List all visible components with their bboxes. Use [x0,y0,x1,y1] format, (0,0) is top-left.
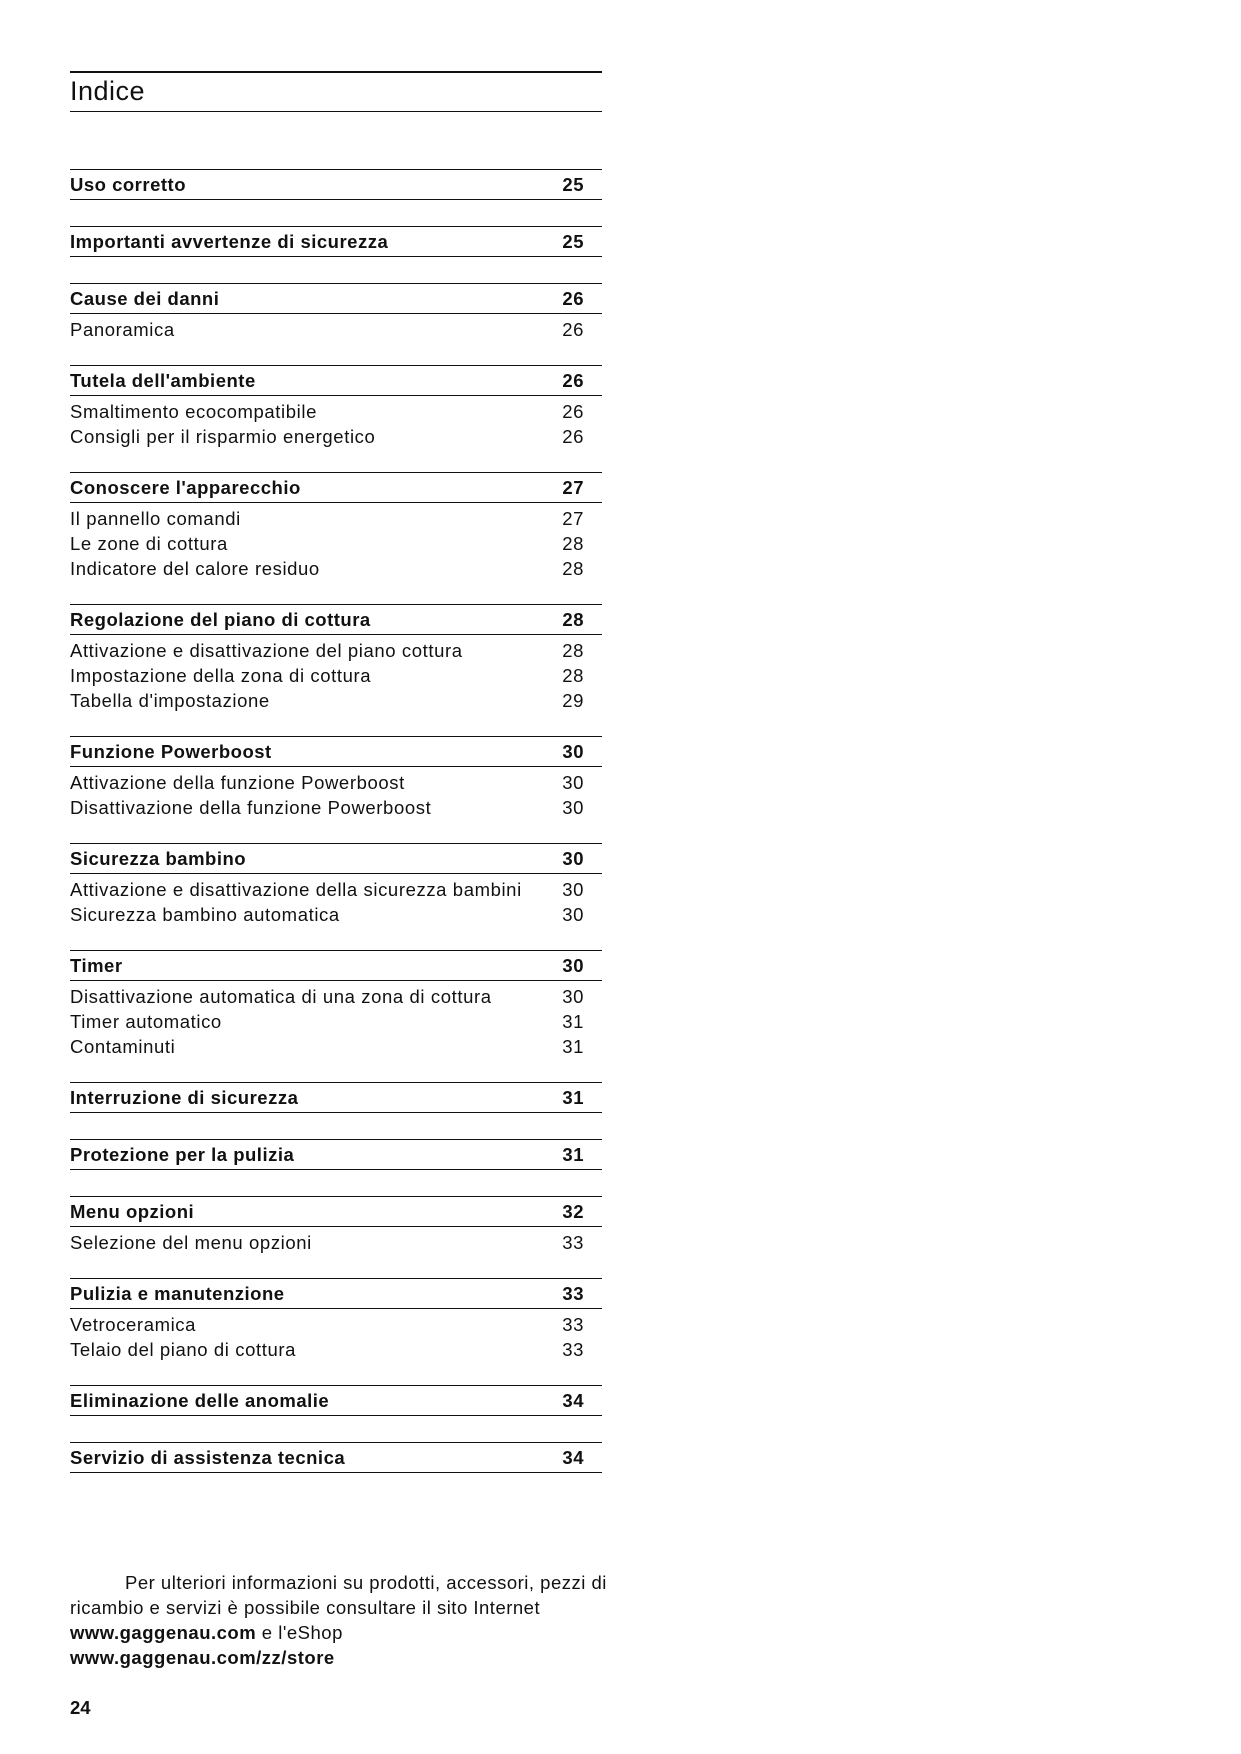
toc-section [70,1082,602,1139]
toc-entry[interactable] [70,1337,602,1362]
toc-section-heading[interactable] [70,283,602,314]
toc-entry[interactable] [70,317,602,342]
toc-section-heading[interactable] [70,169,602,200]
toc-entry-page: 26 [562,426,584,447]
toc-section-page: 31 [562,1087,584,1108]
toc-section-title: Importanti avvertenze di sicurezza [70,231,389,252]
toc-section-page: 25 [562,174,584,195]
toc-section-page: 30 [562,955,584,976]
toc-entry[interactable] [70,399,602,424]
toc-section-heading[interactable] [70,1278,602,1309]
toc-entry-page: 28 [562,558,584,579]
toc-entry-title: Timer automatico [70,1011,222,1032]
toc-entry-title: Indicatore del calore residuo [70,558,320,579]
toc-entry-title: Attivazione e disattivazione del piano cottura [70,640,463,661]
toc-section-page: 27 [562,477,584,498]
toc-section-title: Eliminazione delle anomalie [70,1390,330,1411]
toc-section-heading[interactable] [70,604,602,635]
toc-entry[interactable] [70,556,602,581]
toc-entry-page: 30 [562,879,584,900]
toc-section [70,1442,602,1499]
eshop-link[interactable]: www.gaggenau.com/zz/store [70,1647,335,1668]
toc-entry[interactable] [70,1230,602,1255]
toc-entry-page: 26 [562,401,584,422]
toc-entry-title: Disattivazione della funzione Powerboost [70,797,432,818]
toc-section [70,736,602,843]
toc-section [70,1196,602,1278]
toc-section-page: 26 [562,370,584,391]
footer-text-1: Per ulteriori informazioni su prodotti, accessori, pezzi di ricambio e servizi è possibile consultare il sito Internet [70,1572,607,1618]
page-title-block [70,71,602,112]
toc-entry-page: 33 [562,1339,584,1360]
toc-entry-title: Selezione del menu opzioni [70,1232,312,1253]
toc-entry-page: 30 [562,797,584,818]
toc-section-page: 32 [562,1201,584,1222]
toc-section-title: Funzione Powerboost [70,741,272,762]
toc-section-page: 30 [562,848,584,869]
toc-entry[interactable] [70,663,602,688]
toc-entry-page: 28 [562,665,584,686]
toc-section-page: 34 [562,1390,584,1411]
toc-entry[interactable] [70,984,602,1009]
toc-section-title: Servizio di assistenza tecnica [70,1447,346,1468]
toc-entry-page: 33 [562,1232,584,1253]
toc-entry[interactable] [70,531,602,556]
toc-entry[interactable] [70,506,602,531]
toc-entry-page: 30 [562,986,584,1007]
toc-section-page: 26 [562,288,584,309]
toc-section-title: Protezione per la pulizia [70,1144,295,1165]
toc-entry[interactable] [70,770,602,795]
toc-entry-page: 27 [562,508,584,529]
toc-section [70,1139,602,1196]
toc-entry-title: Le zone di cottura [70,533,228,554]
toc-section-title: Cause dei danni [70,288,220,309]
toc-section-heading[interactable] [70,365,602,396]
toc-section-heading[interactable] [70,1082,602,1113]
toc-section-title: Tutela dell'ambiente [70,370,256,391]
toc-section-heading[interactable] [70,1385,602,1416]
toc-section-heading[interactable] [70,736,602,767]
toc-entry-page: 31 [562,1036,584,1057]
footer-text-2: e l'eShop [256,1622,343,1643]
toc-section-title: Conoscere l'apparecchio [70,477,301,498]
toc-section-heading[interactable] [70,472,602,503]
toc-entry-page: 29 [562,690,584,711]
toc-entry[interactable] [70,638,602,663]
toc-section-title: Menu opzioni [70,1201,195,1222]
toc-entry[interactable] [70,688,602,713]
toc-section-heading[interactable] [70,1139,602,1170]
toc-entry-title: Panoramica [70,319,175,340]
toc-entry-page: 28 [562,533,584,554]
toc-section [70,283,602,365]
page-title: Indice [70,76,146,106]
toc-section [70,365,602,472]
toc-entry-title: Attivazione della funzione Powerboost [70,772,405,793]
toc-section-title: Pulizia e manutenzione [70,1283,285,1304]
toc-entry-page: 31 [562,1011,584,1032]
toc-section [70,169,602,226]
toc-section [70,604,602,736]
toc-section-title: Regolazione del piano di cottura [70,609,371,630]
toc-section [70,843,602,950]
toc-section-heading[interactable] [70,950,602,981]
toc-section-page: 28 [562,609,584,630]
toc-section-heading[interactable] [70,843,602,874]
toc-entry-page: 33 [562,1314,584,1335]
toc-entry-title: Contaminuti [70,1036,176,1057]
table-of-contents [70,169,602,1499]
toc-entry-title: Disattivazione automatica di una zona di cottura [70,986,492,1007]
toc-entry-title: Telaio del piano di cottura [70,1339,297,1360]
toc-entry-page: 30 [562,772,584,793]
toc-entry-title: Consigli per il risparmio energetico [70,426,376,447]
website-link[interactable]: www.gaggenau.com [70,1622,257,1643]
toc-entry[interactable] [70,1034,602,1059]
toc-entry[interactable] [70,795,602,820]
toc-section-page: 30 [562,741,584,762]
toc-section [70,1278,602,1385]
toc-entry[interactable] [70,877,602,902]
toc-entry[interactable] [70,424,602,449]
toc-entry-title: Impostazione della zona di cottura [70,665,372,686]
toc-entry-page: 30 [562,904,584,925]
toc-section [70,1385,602,1442]
toc-entry-title: Il pannello comandi [70,508,241,529]
toc-section [70,950,602,1082]
toc-section [70,226,602,283]
toc-entry-title: Tabella d'impostazione [70,690,270,711]
toc-section [70,472,602,604]
toc-section-title: Interruzione di sicurezza [70,1087,299,1108]
toc-section-title: Timer [70,955,123,976]
toc-section-title: Uso corretto [70,174,186,195]
toc-section-page: 33 [562,1283,584,1304]
toc-entry-title: Smaltimento ecocompatibile [70,401,317,422]
toc-entry-page: 28 [562,640,584,661]
toc-section-heading[interactable] [70,1196,602,1227]
toc-entry-title: Vetroceramica [70,1314,197,1335]
footer-note [70,1570,610,1670]
toc-entry-title: Attivazione e disattivazione della sicurezza bambini [70,879,522,900]
toc-entry[interactable] [70,1312,602,1337]
toc-section-title: Sicurezza bambino [70,848,247,869]
toc-section-heading[interactable] [70,226,602,257]
toc-entry-title: Sicurezza bambino automatica [70,904,340,925]
toc-section-heading[interactable] [70,1442,602,1473]
toc-entry-page: 26 [562,319,584,340]
page-number: 24 [70,1697,91,1718]
toc-section-page: 31 [562,1144,584,1165]
toc-section-page: 25 [562,231,584,252]
toc-entry[interactable] [70,1009,602,1034]
toc-entry[interactable] [70,902,602,927]
toc-section-page: 34 [562,1447,584,1468]
